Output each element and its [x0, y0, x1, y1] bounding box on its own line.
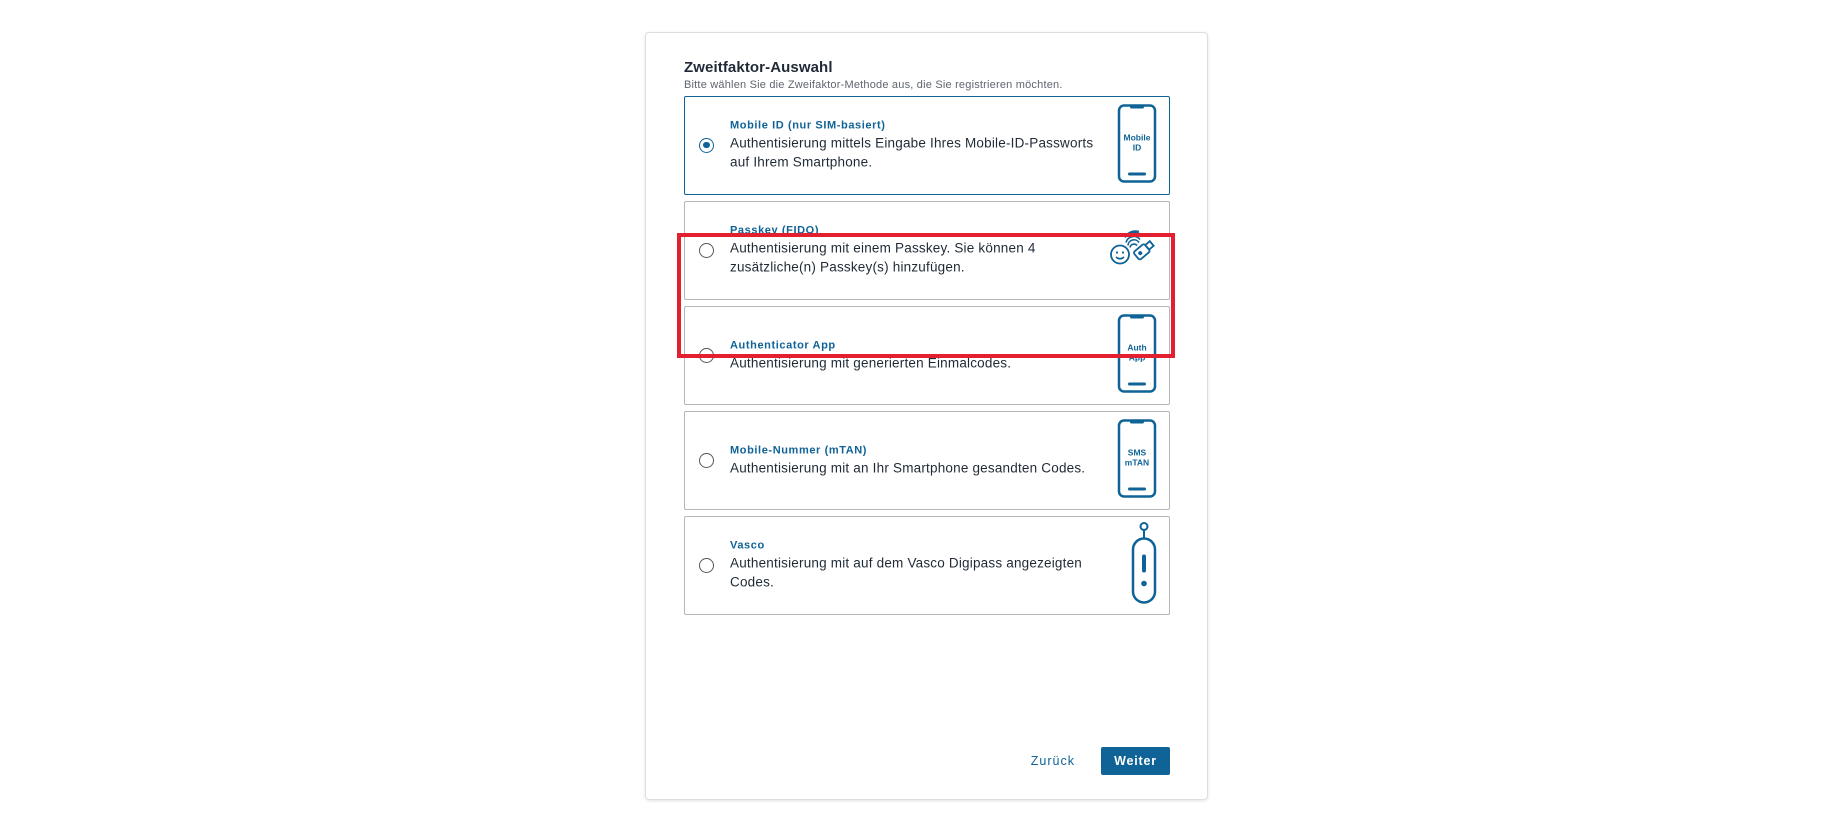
option-title: Passkey (FIDO)	[730, 224, 820, 236]
option-title: Mobile ID (nur SIM-basiert)	[730, 119, 886, 131]
option-title: Vasco	[730, 539, 765, 551]
option-text	[730, 339, 1115, 373]
dialog-header	[684, 59, 1063, 91]
option-description: Authentisierung mit auf dem Vasco Digipass angezeigten Codes.	[730, 555, 1082, 590]
option-text	[730, 539, 1115, 592]
phone-icon-label: Auth	[1127, 342, 1147, 352]
radio-vasco[interactable]	[699, 558, 714, 573]
sms-mtan-phone-icon	[1117, 418, 1157, 503]
option-authenticator-app[interactable]	[684, 306, 1170, 405]
phone-icon-label: mTAN	[1124, 457, 1150, 467]
phone-icon-label: SMS	[1127, 447, 1147, 457]
auth-app-phone-icon	[1117, 313, 1157, 398]
radio-authenticator-app[interactable]	[699, 348, 714, 363]
back-button[interactable]: Zurück	[1030, 754, 1075, 768]
option-description: Authentisierung mittels Eingabe Ihres Mobile-ID-Passworts auf Ihrem Smartphone.	[730, 135, 1094, 170]
radio-mobile-number-mtan[interactable]	[699, 453, 714, 468]
option-text	[730, 119, 1115, 172]
option-passkey[interactable]	[684, 201, 1170, 300]
mobile-id-phone-icon	[1117, 103, 1157, 188]
option-text	[730, 224, 1115, 277]
radio-mobile-id[interactable]	[699, 138, 714, 153]
passkey-icon	[1109, 228, 1155, 273]
option-text	[730, 444, 1115, 478]
two-factor-selection-dialog	[646, 33, 1207, 799]
option-description: Authentisierung mit generierten Einmalcodes.	[730, 354, 1012, 370]
next-button[interactable]: Weiter	[1101, 747, 1170, 775]
dialog-footer	[1031, 747, 1170, 775]
option-mobile-id[interactable]	[684, 96, 1170, 195]
option-description: Authentisierung mit einem Passkey. Sie können 4 zusätzliche(n) Passkey(s) hinzufügen.	[730, 240, 1036, 275]
phone-icon-label: Mobile	[1123, 132, 1151, 142]
dialog-title: Zweitfaktor-Auswahl	[684, 59, 833, 76]
radio-passkey[interactable]	[699, 243, 714, 258]
phone-icon-label: App	[1128, 352, 1146, 362]
option-mobile-number-mtan[interactable]	[684, 411, 1170, 510]
option-vasco[interactable]	[684, 516, 1170, 615]
vasco-digipass-icon	[1129, 521, 1159, 610]
phone-icon-label: ID	[1132, 142, 1142, 152]
option-description: Authentisierung mit an Ihr Smartphone gesandten Codes.	[730, 459, 1086, 475]
dialog-subtitle: Bitte wählen Sie die Zweifaktor-Methode aus, die Sie registrieren möchten.	[684, 79, 1063, 91]
option-title: Authenticator App	[730, 338, 836, 351]
option-title: Mobile-Nummer (mTAN)	[730, 443, 868, 456]
